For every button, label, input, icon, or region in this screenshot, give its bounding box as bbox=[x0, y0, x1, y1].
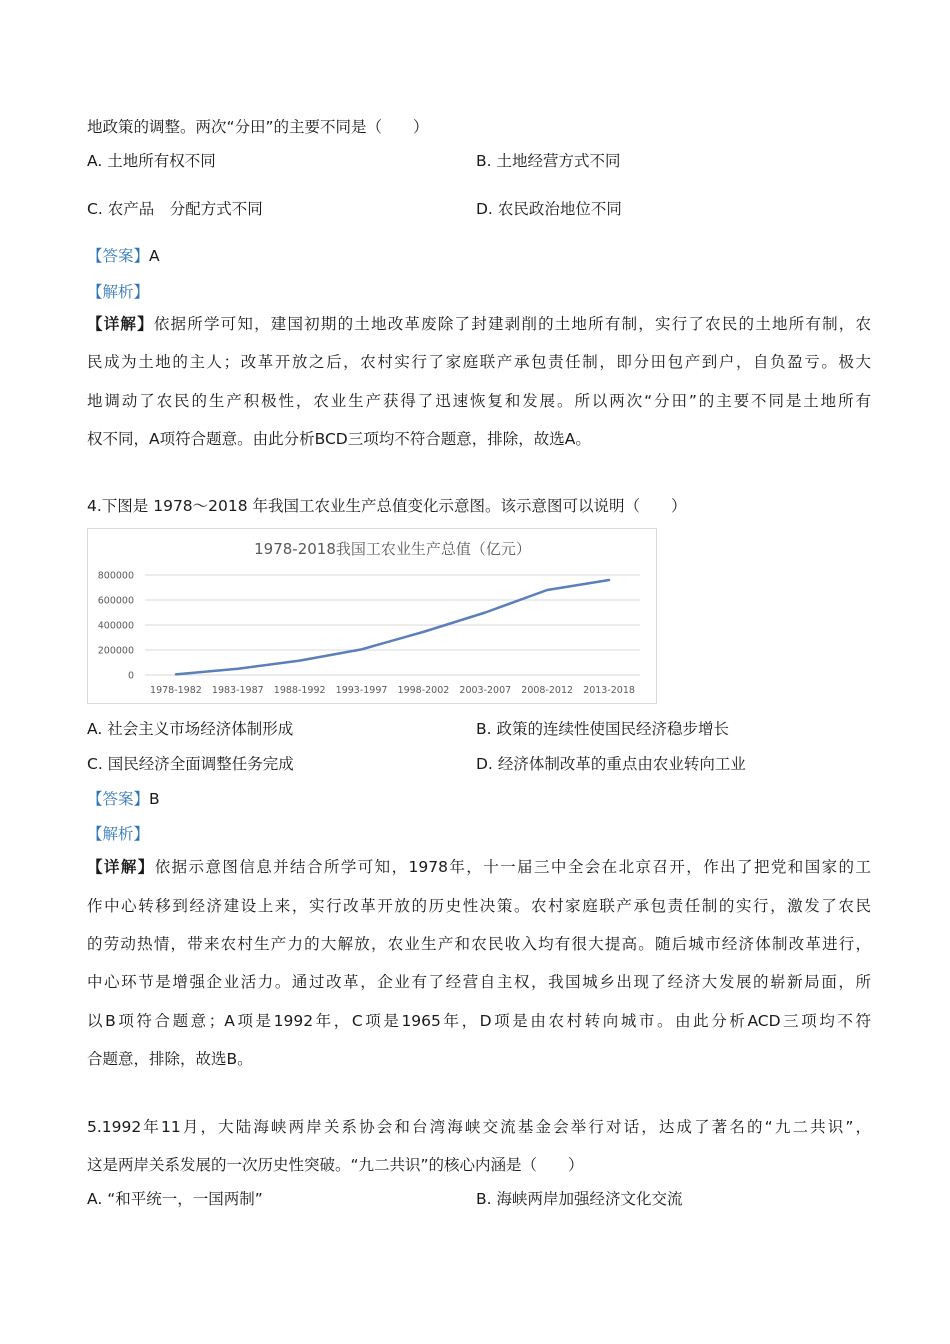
q3-detail-line-3: 地调动了农民的生产积极性，农业生产获得了迅速恢复和发展。所以两次“分田”的主要不同是土地所有 bbox=[87, 392, 871, 410]
q4-option-a: A. 社会主义市场经济体制形成 bbox=[87, 720, 294, 738]
q4-stem: 4.下图是 1978～2018 年我国工农业生产总值变化示意图。该示意图可以说明（ ） bbox=[87, 497, 687, 515]
q3-option-b: B. 土地经营方式不同 bbox=[476, 152, 621, 170]
q4-detail-line-5: 以B项符合题意；A项是1992年，C项是1965年，D项是由农村转向城市。由此分析ACD三项均不符 bbox=[87, 1012, 871, 1030]
chart-x-tick-label: 1993-1997 bbox=[335, 685, 388, 696]
q4-detail-line-6: 合题意，排除，故选B。 bbox=[87, 1050, 253, 1068]
q3-option-c: C. 农产品 分配方式不同 bbox=[87, 200, 263, 218]
q4-answer: 【答案】B bbox=[87, 790, 160, 808]
q5-option-b: B. 海峡两岸加强经济文化交流 bbox=[476, 1190, 683, 1208]
q4-detail-line-1: 【详解】依据示意图信息并结合所学可知，1978年，十一届三中全会在北京召开，作出了把党和国家的工 bbox=[87, 858, 871, 876]
q3-option-d: D. 农民政治地位不同 bbox=[476, 200, 622, 218]
q3-detail-line-4: 权不同，A项符合题意。由此分析BCD三项均不符合题意，排除，故选A。 bbox=[87, 430, 591, 448]
q5-stem-line-1: 5.1992年11月，大陆海峡两岸关系协会和台湾海峡交流基金会举行对话，达成了著名的“九二共识”， bbox=[87, 1118, 871, 1136]
chart-svg bbox=[88, 529, 656, 703]
production-value-chart bbox=[87, 528, 657, 704]
q4-detail-line-2: 作中心转移到经济建设上来，实行改革开放的历史性决策。农村家庭联产承包责任制的实行，激发了农民 bbox=[87, 897, 871, 915]
chart-y-tick-label: 800000 bbox=[97, 570, 134, 582]
q3-analysis-tag: 【解析】 bbox=[87, 283, 150, 301]
q3-answer: 【答案】A bbox=[87, 247, 160, 265]
q4-option-b: B. 政策的连续性使国民经济稳步增长 bbox=[476, 720, 730, 738]
chart-x-tick-label: 2003-2007 bbox=[459, 685, 512, 696]
chart-x-tick-label: 1978-1982 bbox=[150, 685, 202, 696]
chart-series-line bbox=[176, 580, 609, 674]
chart-x-tick-label: 1983-1987 bbox=[211, 685, 264, 696]
chart-y-tick-label: 400000 bbox=[97, 620, 134, 632]
chart-y-tick-label: 200000 bbox=[97, 645, 134, 657]
chart-y-tick-label: 0 bbox=[127, 670, 134, 682]
q3-detail-line-1: 【详解】依据所学可知，建国初期的土地改革废除了封建剥削的土地所有制，实行了农民的土地所有制，农 bbox=[87, 315, 871, 333]
chart-y-tick-label: 600000 bbox=[97, 595, 134, 607]
q4-detail-line-4: 中心环节是增强企业活力。通过改革，企业有了经营自主权，我国城乡出现了经济大发展的崭新局面，所 bbox=[87, 973, 871, 991]
q3-option-a: A. 土地所有权不同 bbox=[87, 152, 216, 170]
q5-option-a: A. “和平统一，一国两制” bbox=[87, 1190, 263, 1208]
q5-stem-line-2: 这是两岸关系发展的一次历史性突破。“九二共识”的核心内涵是（ ） bbox=[87, 1156, 584, 1174]
q4-detail-line-3: 的劳动热情，带来农村生产力的大解放，农业生产和农民收入均有很大提高。随后城市经济体制改革进行， bbox=[87, 935, 871, 953]
chart-title: 1978-2018我国工农业生产总值（亿元） bbox=[254, 540, 531, 558]
q4-option-d: D. 经济体制改革的重点由农业转向工业 bbox=[476, 755, 746, 773]
q4-option-c: C. 国民经济全面调整任务完成 bbox=[87, 755, 294, 773]
chart-x-tick-label: 1988-1992 bbox=[273, 685, 326, 696]
chart-x-tick-label: 2008-2012 bbox=[521, 685, 574, 696]
q3-stem-tail: 地政策的调整。两次“分田”的主要不同是（ ） bbox=[87, 118, 429, 136]
q4-analysis-tag: 【解析】 bbox=[87, 825, 150, 843]
chart-x-tick-label: 1998-2002 bbox=[397, 685, 450, 696]
chart-x-tick-label: 2013-2018 bbox=[583, 685, 635, 696]
q3-detail-line-2: 民成为土地的主人；改革开放之后，农村实行了家庭联产承包责任制，即分田包产到户，自负盈亏。极大 bbox=[87, 353, 871, 371]
